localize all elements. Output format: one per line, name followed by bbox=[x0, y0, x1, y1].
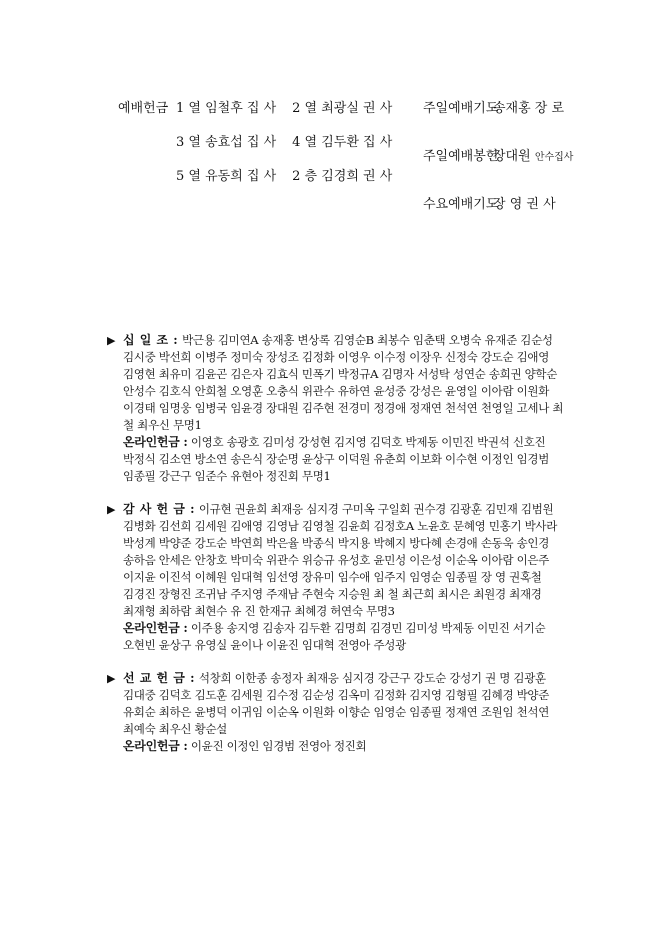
offering-entry: 2 층 김경희 권 사 bbox=[292, 169, 393, 184]
prayer-row bbox=[423, 196, 573, 244]
section-title: 십 일 조 : bbox=[123, 333, 179, 347]
offering-row bbox=[118, 168, 392, 202]
section-heading bbox=[107, 670, 577, 738]
prayer-name: 장대원 bbox=[493, 149, 531, 164]
prayer-roles bbox=[423, 100, 573, 244]
section-title: 선 교 헌 금 : bbox=[123, 671, 196, 685]
offering-lists bbox=[107, 332, 577, 771]
section-title: 감 사 헌 금 : bbox=[123, 502, 196, 516]
offering-entry: 3 열 송효섭 집 사 bbox=[176, 135, 277, 150]
online-label: 온라인헌금 : bbox=[123, 621, 188, 635]
tithe-section bbox=[107, 332, 577, 485]
name-list: 이규현 권윤희 최재응 심지경 구미옥 구일회 권수경 김광훈 김민재 김범원 김병화 김선희 김세원 김애영 김영남 김영철 김윤희 김정호A 노윤호 문혜영 민홍기 박사라 박성계 박양준 강도순 박연희 박은율 박종식 박지용 박혜지 방다혜 손경애 손동욱 송인경 송하음 안세은 안창호 박미숙 위관수 위승규 유성호 윤민성 이은성 이순옥 이아람 이은주 이지윤 이진석 이혜원 임대혁 임선영 장유미 임수애 임주지 임영순 임종필 장 영 권혹철 김경진 장형진 조귀남 주지영 주재남 주현숙 지승원 최 철 최근희 최시은 최원경 최재경 최재형 최하람 최현수 유 진 한재규 최혜경 허연숙 무명3 bbox=[123, 502, 558, 618]
online-offering bbox=[107, 620, 577, 654]
prayer-name: 송재홍 장 로 bbox=[493, 101, 565, 116]
prayer-title: 안수집사 bbox=[534, 152, 574, 163]
online-name-list: 이주용 송지영 김송자 김두환 김명희 김경민 김미성 박제동 이민진 서기순 오현빈 윤상구 유영실 윤이나 이윤진 임대혁 전영아 주성광 bbox=[123, 621, 546, 652]
name-list: 박근용 김미연A 송재홍 변상록 김영순B 최봉수 임춘택 오병숙 유재준 김순성 김시중 박선희 이병주 정미숙 장성조 김정화 이영우 이수정 이장우 신정숙 강도순 김애영 김영현 최유미 김윤곤 김은자 김효식 민폭기 박정규A 김명자 서성탁 성연순 송희권 양학순 안성수 김호식 안희철 오영훈 오충식 위관수 유하연 윤성중 강성은 윤영일 이아람 이원화 이경태 임명웅 임병국 임윤경 장대원 김주현 전경미 정경애 정재연 천석연 천영일 고세나 최 철 최우신 무명1 bbox=[123, 333, 564, 432]
prayer-row bbox=[423, 148, 573, 196]
name-list: 석창희 이한종 송정자 최재응 심지경 강근구 강도순 강성기 권 명 김광훈 김대중 김덕호 김도훈 김세원 김수정 김순성 김옥미 김정화 김지영 김형필 김혜경 박양준 유회순 최하은 윤병덕 이귀임 이순옥 이원화 이향순 임영순 임종필 정재연 조원임 천석연 최예숙 최우신 황순설 bbox=[123, 671, 550, 736]
prayer-role: 수요예배기도 bbox=[423, 197, 499, 212]
section-heading bbox=[107, 501, 577, 620]
offering-row bbox=[118, 100, 392, 134]
prayer-role: 주일예배기도 bbox=[423, 101, 499, 116]
prayer-role: 주일예배봉헌 bbox=[423, 149, 499, 164]
online-name-list: 이영호 송광호 김미성 강성현 김지영 김덕호 박제동 이민진 박권석 신호진 박정식 김소연 방소연 송은식 장순명 윤상구 이덕원 유춘희 이보화 이수현 이정인 임경범 임종필 강근구 임준수 유현아 정진회 무명1 bbox=[123, 435, 550, 483]
section-heading bbox=[107, 332, 577, 434]
triangle-bullet-icon: ▶ bbox=[107, 503, 116, 516]
triangle-bullet-icon: ▶ bbox=[107, 672, 116, 685]
offering-entry: 4 열 김두환 집 사 bbox=[292, 135, 393, 150]
prayer-name: 장 영 권 사 bbox=[493, 197, 556, 212]
offering-entry: 2 열 최광실 권 사 bbox=[292, 101, 393, 116]
online-label: 온라인헌금 : bbox=[123, 739, 188, 753]
offering-row bbox=[118, 134, 392, 168]
service-roles bbox=[0, 100, 670, 220]
offering-entry: 5 열 유동희 집 사 bbox=[176, 169, 277, 184]
online-offering bbox=[107, 434, 577, 485]
online-name-list: 이윤진 이정인 임경범 전영아 정진회 bbox=[190, 739, 367, 753]
offering-entry: 1 열 임철후 집 사 bbox=[176, 101, 277, 116]
offering-collectors bbox=[118, 100, 392, 202]
online-offering bbox=[107, 738, 577, 755]
online-label: 온라인헌금 : bbox=[123, 435, 188, 449]
triangle-bullet-icon: ▶ bbox=[107, 334, 116, 347]
thanks-section bbox=[107, 501, 577, 654]
mission-section bbox=[107, 670, 577, 755]
prayer-row bbox=[423, 100, 573, 148]
offering-label: 예배헌금 bbox=[118, 101, 169, 116]
